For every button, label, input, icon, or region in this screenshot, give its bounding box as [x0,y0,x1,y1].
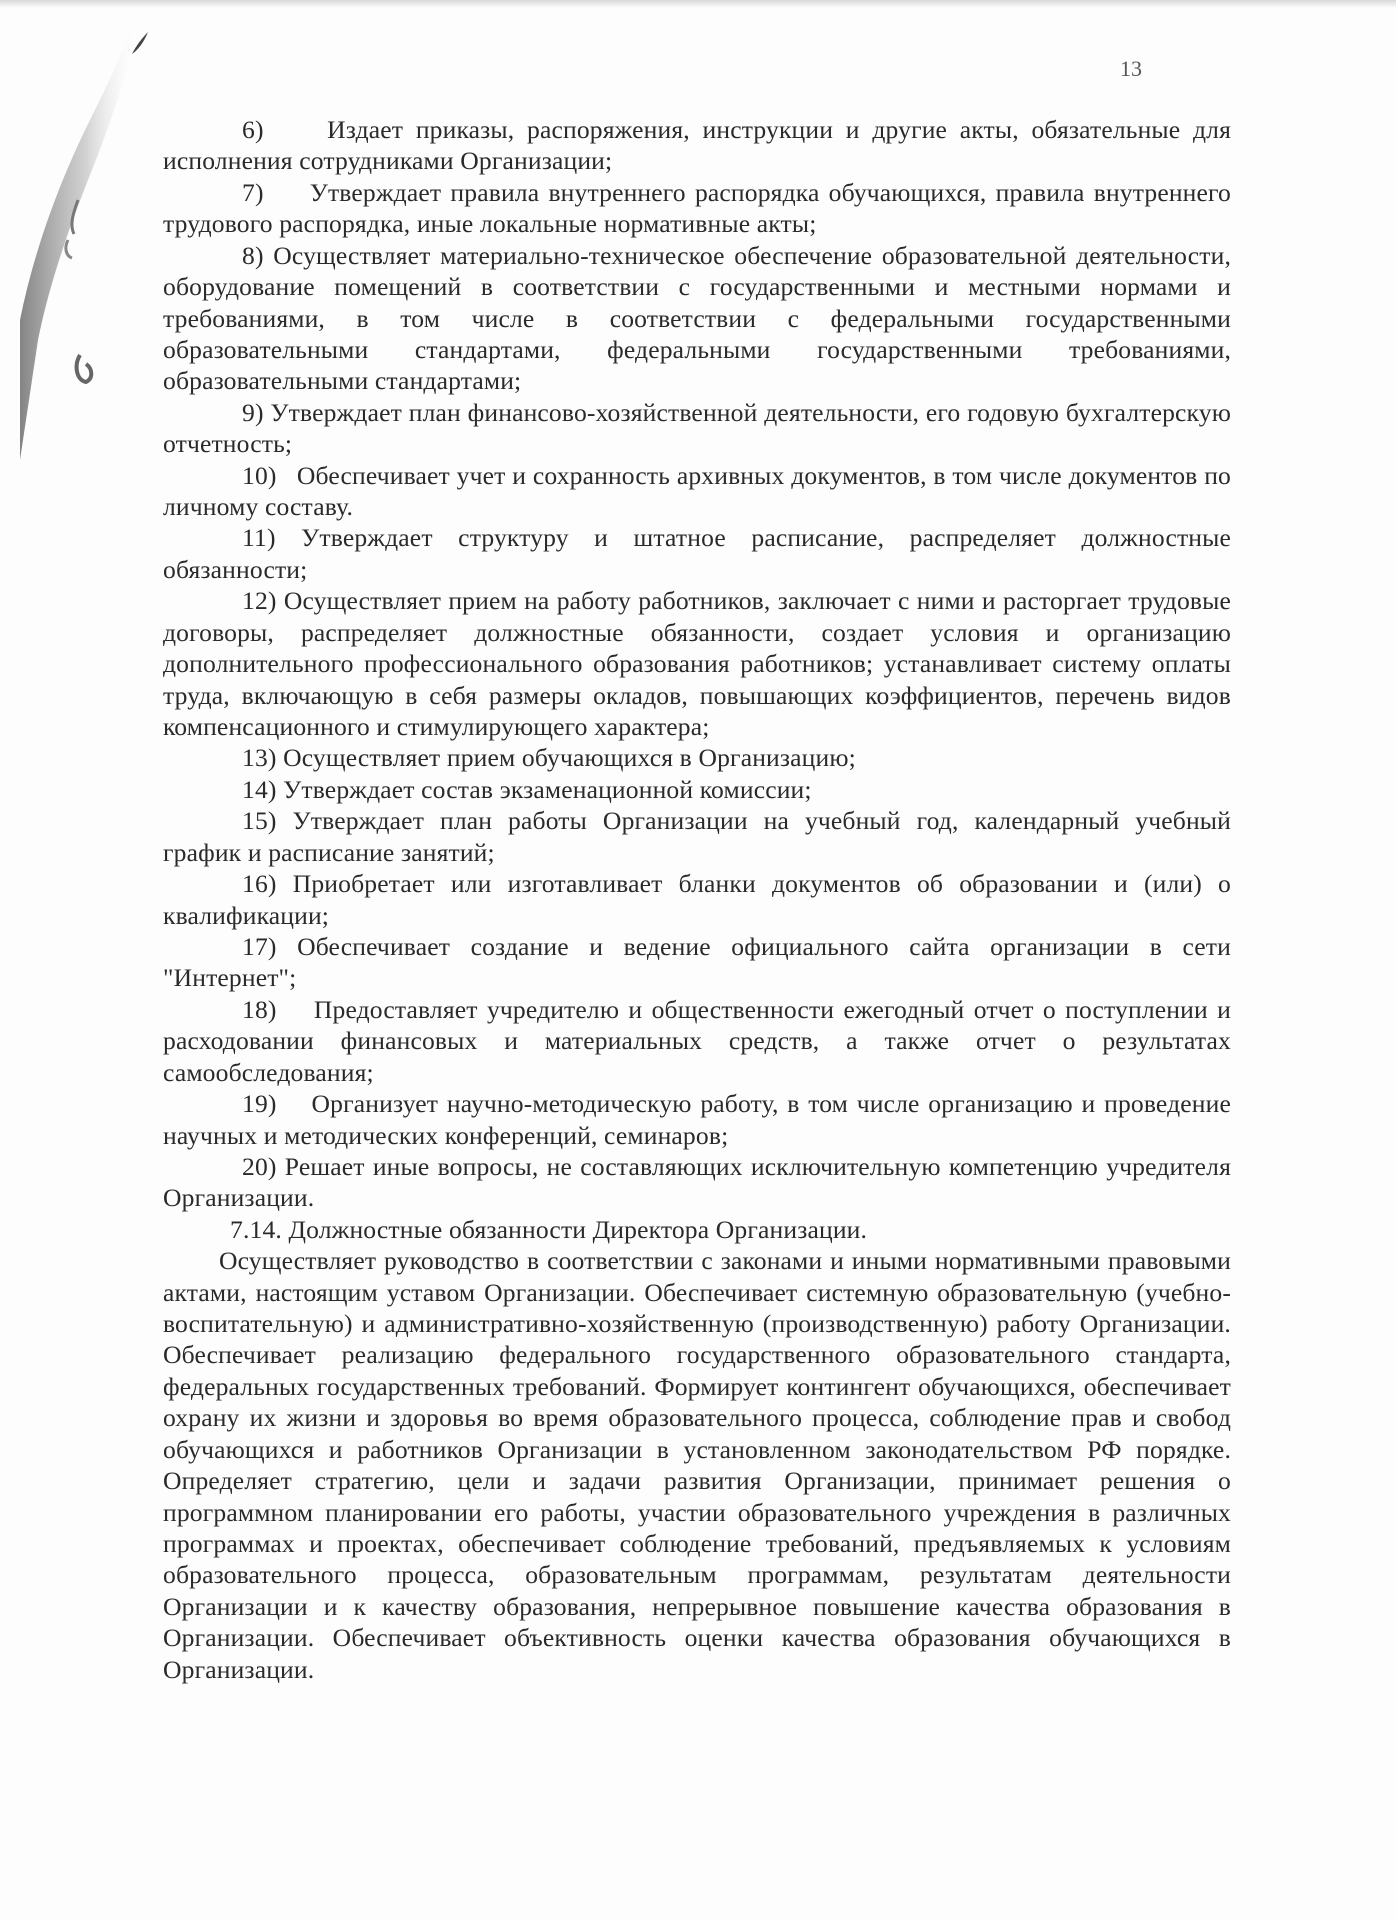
list-item: 14) Утверждает состав экзаменационной комиссии; [242,774,812,804]
list-item: 16) Приобретает или изготавливает бланки документов об образовании и (или) о квалификации; [163,869,1231,930]
scan-top-edge [0,0,1396,8]
duties-paragraph: Осуществляет руководство в соответствии с законами и иными нормативными правовыми актами, настоящим уставом Организации. Обеспечивает системную образовательную (учебно-воспитательную) и административно-хозяйственную (производственную) работу Организации. Обеспечивает реализацию федерального государственного образовательного стандарта, федеральных государственных требований. Формирует контингент обучающихся, обеспечивает охрану их жизни и здоровья во время образовательного процесса, соблюдение прав и свобод обучающихся и работников Организации в установленном законодательством РФ порядке. Определяет стратегию, цели и задачи развития Организации, принимает решения о программном планировании его работы, участии образовательного учреждения в различных программах и проектах, обеспечивает соблюдение требований, предъявляемых к условиям образовательного процесса, образовательным программам, результатам деятельности Организации и к качеству образования, непрерывное повышение качества образования в Организации. Обеспечивает объективность оценки качества образования обучающихся в Организации. [163,1246,1231,1684]
list-item: 6) Издает приказы, распоряжения, инструкции и другие акты, обязательные для исполнения сотрудниками Организации; [163,115,1231,176]
document-text [163,114,1231,1685]
list-item: 8) Осуществляет материально-техническое обеспечение образовательной деятельности, оборудование помещений в соответствии с государственными и местными нормами и требованиями, в том числе в соответствии с федеральными государственными образовательными стандартами, федеральными государственными требованиями, образовательными стандартами; [163,240,1231,396]
list-item: 19) Организует научно-методическую работу, в том числе организацию и проведение научных и методических конференций, семинаров; [163,1089,1231,1150]
page-number: 13 [1120,56,1142,81]
list-item: 15) Утверждает план работы Организации на учебный год, календарный учебный график и расписание занятий; [163,806,1231,867]
list-item: 10) Обеспечивает учет и сохранность архивных документов, в том числе документов по личному составу. [163,460,1231,522]
list-item: 12) Осуществляет прием на работу работников, заключает с ними и расторгает трудовые договоры, распределяет должностные обязанности, создает условия и организацию дополнительного профессионального образования работников; устанавливает систему оплаты труда, включающую в себя размеры окладов, повышающих коэффициентов, перечень видов компенсационного и стимулирующего характера; [163,586,1231,742]
list-item: 20) Решает иные вопросы, не составляющих исключительную компетенцию учредителя Организации. [163,1151,1231,1213]
list-item: 9) Утверждает план финансово-хозяйственной деятельности, его годовую бухгалтерскую отчетность; [163,397,1231,459]
list-item: 18) Предоставляет учредителю и общественности ежегодный отчет о поступлении и расходовании финансовых и материальных средств, а также отчет о результатах самообследования; [163,994,1231,1087]
list-item: 11) Утверждает структуру и штатное расписание, распределяет должностные обязанности; [163,523,1231,584]
list-item: 13) Осуществляет прием обучающихся в Организацию; [242,743,856,773]
list-item: 17) Обеспечивает создание и ведение официального сайта организации в сети "Интернет"; [163,931,1231,993]
section-heading: 7.14. Должностные обязанности Директора Организации. [230,1214,868,1244]
list-item: 7) Утверждает правила внутреннего распорядка обучающихся, правила внутреннего трудового распорядка, иные локальные нормативные акты; [163,177,1231,239]
